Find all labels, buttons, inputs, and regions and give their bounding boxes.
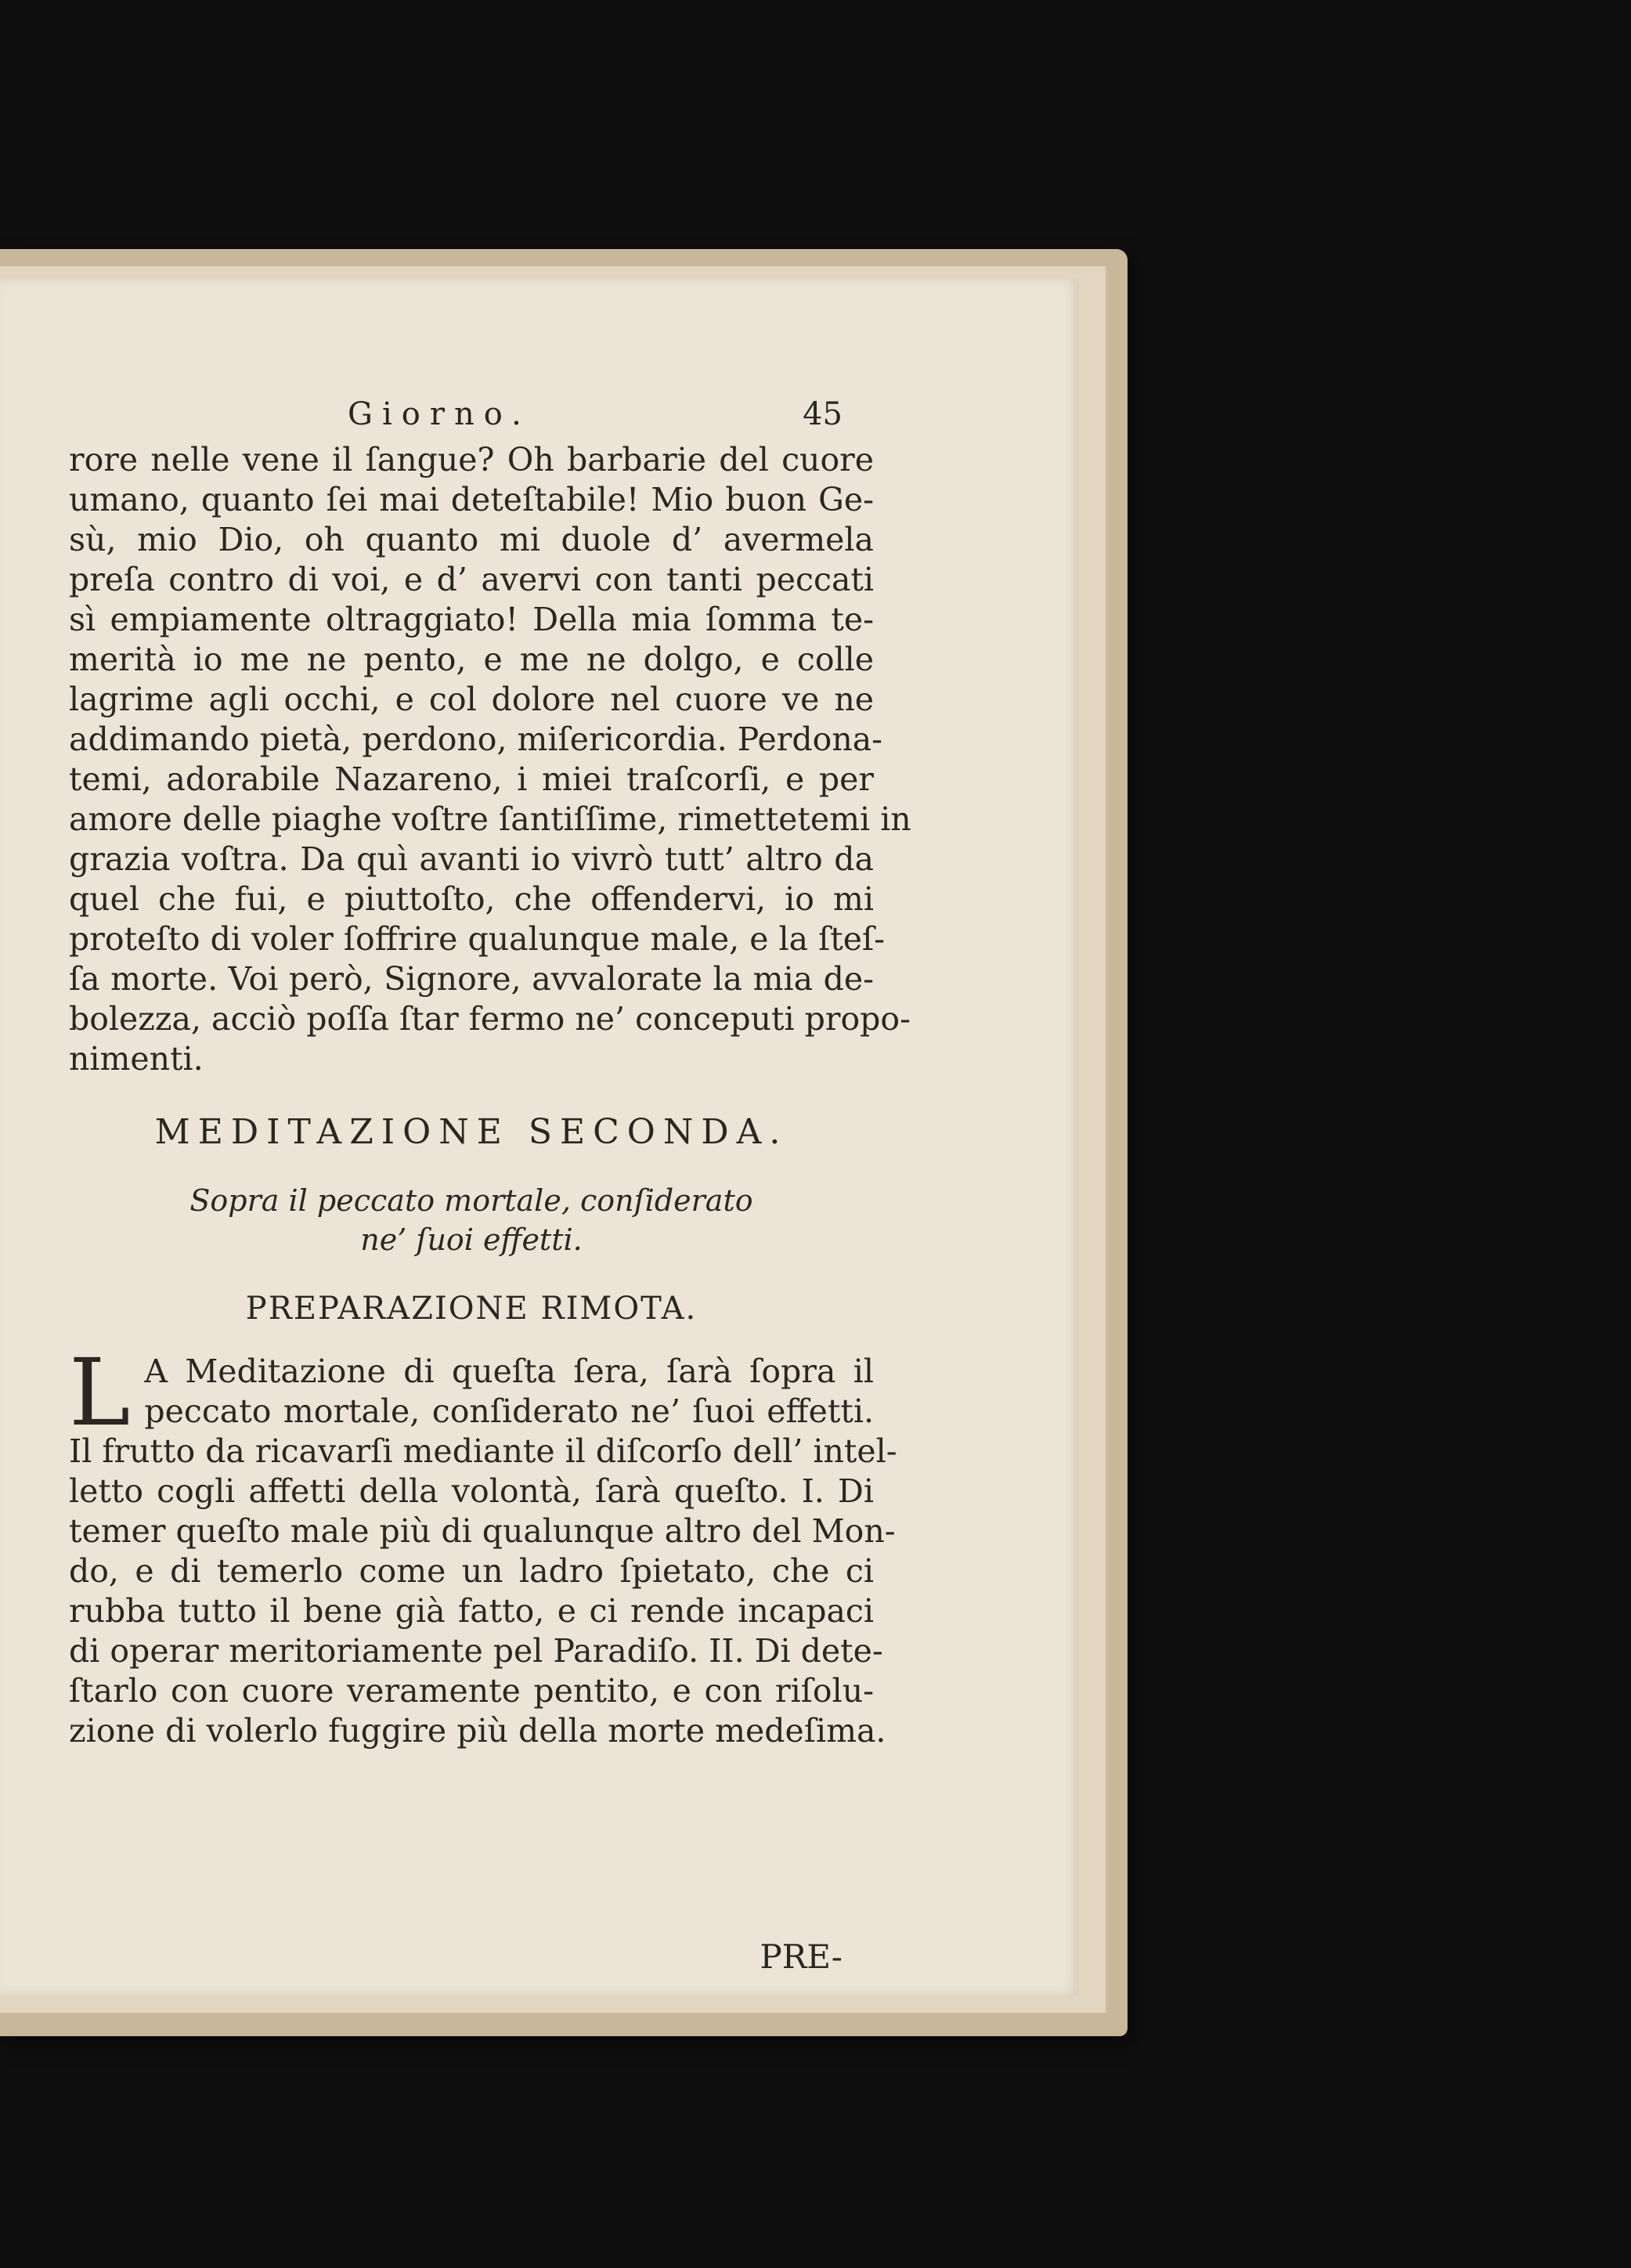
text-line: sì empiamente oltraggiato! Della mia ſomma te- xyxy=(69,601,874,638)
subtitle-line: ne’ ſuoi effetti. xyxy=(360,1222,583,1257)
meditation-title: MEDITAZIONE SECONDA. xyxy=(154,1112,788,1152)
text-line: sù, mio Dio, oh quanto mi duole d’ avermela xyxy=(69,521,874,558)
text-line: nimenti. xyxy=(69,1040,204,1078)
subtitle-line: Sopra il peccato mortale, conſiderato xyxy=(189,1183,753,1218)
text-line: amore delle piaghe voſtre ſantiſſime, rimettetemi in xyxy=(69,800,911,838)
text-line: Il frutto da ricavarſi mediante il diſcorſo dell’ intel- xyxy=(69,1432,897,1470)
text-line: rubba tutto il bene già fatto, e ci rende incapaci xyxy=(69,1592,874,1630)
text-line: do, e di temerlo come un ladro ſpietato, che ci xyxy=(69,1552,874,1590)
text-line: peccato mortale, conſiderato ne’ ſuoi effetti. xyxy=(144,1392,874,1430)
text-line: A Meditazione di queſta ſera, ſarà ſopra il xyxy=(144,1352,874,1390)
paragraph-2 xyxy=(69,1338,897,1751)
text-line: zione di volerlo fuggire più della morte medeſima. xyxy=(69,1712,886,1750)
page-number: 45 xyxy=(803,396,843,432)
text-line: preſa contro di voi, e d’ avervi con tanti peccati xyxy=(69,561,874,598)
text-line: letto cogli affetti della volontà, ſarà queſto. I. Di xyxy=(69,1472,874,1510)
text-line: umano, quanto ſei mai deteſtabile! Mio buon Ge- xyxy=(69,481,874,518)
meditation-subtitle xyxy=(69,1181,874,1259)
text-line: lagrime agli occhi, e col dolore nel cuore ve ne xyxy=(69,681,874,718)
text-line: temer queſto male più di qualunque altro del Mon- xyxy=(69,1512,896,1550)
text-line: temi, adorabile Nazareno, i miei traſcorſi, e per xyxy=(69,760,874,798)
text-line: merità io me ne pento, e me ne dolgo, e colle xyxy=(69,641,874,678)
text-line: addimando pietà, perdono, miſericordia. Perdona- xyxy=(69,720,883,758)
running-head-word: Giorno. xyxy=(348,396,531,432)
text-line: ſa morte. Voi però, Signore, avvalorate la mia de- xyxy=(69,960,874,998)
text-line: ſtarlo con cuore veramente pentito, e con riſolu- xyxy=(69,1672,874,1710)
drop-cap: L xyxy=(69,1338,131,1446)
paragraph-1 xyxy=(69,440,911,1079)
book-page xyxy=(0,279,1079,1995)
running-head xyxy=(69,396,874,440)
text-line: proteſto di voler ſoffrire qualunque male, e la ſteſ- xyxy=(69,920,886,958)
text-line: bolezza, acciò poſſa ſtar fermo ne’ conceputi propo- xyxy=(69,1000,911,1038)
text-block xyxy=(69,396,911,1976)
catchword: PRE- xyxy=(760,1938,843,1976)
section-heading: PREPARAZIONE RIMOTA. xyxy=(245,1291,698,1327)
text-line: di operar meritoriamente pel Paradiſo. II. Di dete- xyxy=(69,1632,883,1670)
text-line: quel che fui, e piuttoſto, che offendervi, io mi xyxy=(69,880,874,918)
text-line: rore nelle vene il ſangue? Oh barbarie del cuore xyxy=(69,441,874,479)
text-line: grazia voſtra. Da quì avanti io vivrò tutt’ altro da xyxy=(69,840,874,878)
